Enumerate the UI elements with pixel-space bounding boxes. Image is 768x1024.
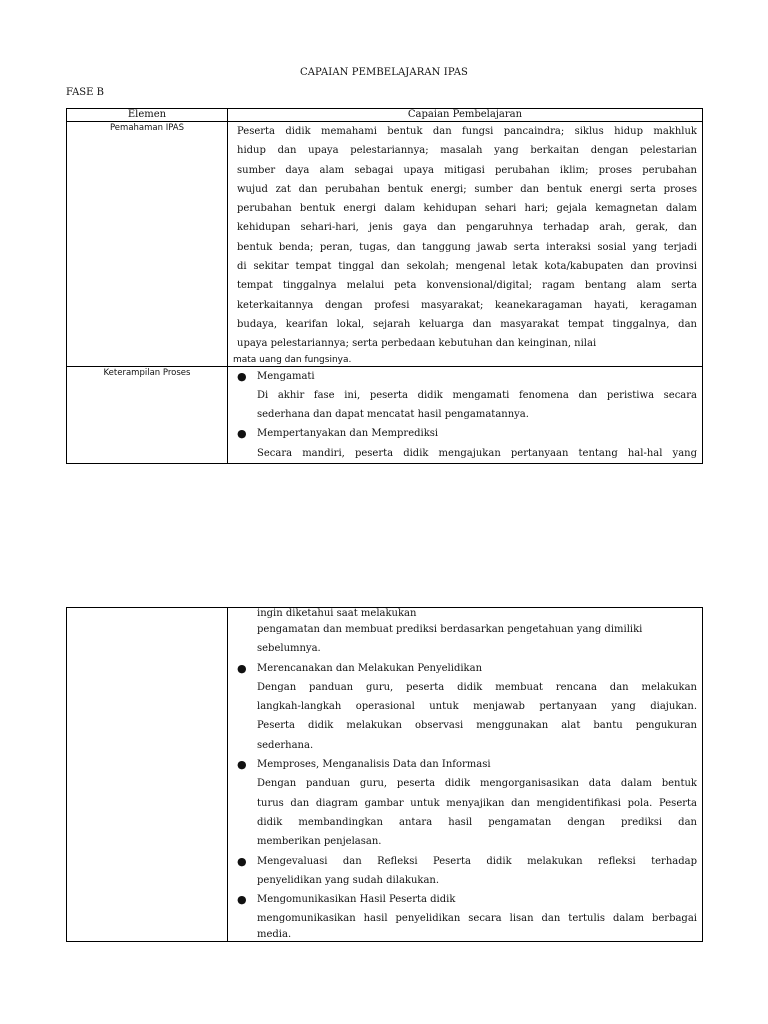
outcome-line: turus dan diagram gambar untuk menyajikan dan mengidentifikasi pola. Peserta — [257, 797, 697, 809]
outcome-line-sans: mata uang dan fungsinya. — [233, 354, 352, 365]
outcome-line: Secara mandiri, peserta didik mengajukan pertanyaan tentang hal-hal yang — [257, 447, 697, 459]
outcome-line: tempat tinggalnya melalui peta konvensional/digital; ragam bentang alam serta — [237, 280, 697, 292]
outcome-line: Dengan panduan guru, peserta didik mengorganisasikan data dalam bentuk — [257, 778, 697, 790]
bullet-icon: ● — [237, 369, 247, 383]
element-pemahaman-ipas: Pemahaman IPAS — [67, 122, 228, 367]
outcome-line: penyelidikan yang sudah dilakukan. — [257, 874, 440, 886]
outcome-line: keterkaitannya dengan profesi masyarakat; keanekaragaman hayati, keragaman — [237, 299, 697, 311]
table-header-row — [67, 109, 703, 122]
list-item — [237, 852, 697, 871]
bullet-title: Mengevaluasi dan Refleksi Peserta didik melakukan refleksi terhadap — [257, 855, 697, 867]
outcome-line: hidup dan upaya pelestariannya; masalah yang berkaitan dengan pelestarian — [237, 145, 697, 157]
outcome-line: Dengan panduan guru, peserta didik membuat rencana dan melakukan — [257, 681, 697, 693]
document-title: CAPAIAN PEMBELAJARAN IPAS — [299, 67, 469, 78]
list-item — [237, 424, 697, 443]
bullet-icon: ● — [237, 893, 247, 907]
outcome-line: Di akhir fase ini, peserta didik mengamati fenomena dan peristiwa secara — [257, 389, 697, 401]
table-row-continued — [67, 608, 703, 942]
outcome-line: upaya pelestariannya; serta perbedaan kebutuhan dan keinginan, nilai — [237, 338, 597, 350]
outcome-line: di sekitar tempat tinggal dan sekolah; mengenal letak kota/kabupaten dan provinsi — [237, 261, 697, 273]
outcome-line: sumber daya alam sebagai upaya mitigasi perubahan iklim; proses perubahan — [237, 164, 697, 176]
outcome-line: sederhana dan dapat mencatat hasil pengamatannya. — [257, 409, 529, 421]
bullet-title: Mempertanyakan dan Memprediksi — [257, 428, 439, 440]
outcome-line: media. — [257, 928, 292, 940]
bullet-title: Mengamati — [257, 370, 315, 382]
outcome-line: wujud zat dan perubahan bentuk energi; sumber dan bentuk energi serta proses — [237, 183, 697, 195]
outcome-line: kehidupan sehari-hari, jenis gaya dan pengaruhnya terhadap arah, gerak, dan — [237, 222, 697, 234]
outcome-line: sebelumnya. — [257, 643, 321, 655]
bullet-icon: ● — [237, 661, 247, 675]
list-item — [237, 755, 697, 774]
outcome-line: sederhana. — [257, 739, 314, 751]
outcome-line: Peserta didik memahami bentuk dan fungsi pancaindra; siklus hidup makhluk — [237, 126, 697, 137]
header-capaian: Capaian Pembelajaran — [228, 109, 703, 122]
outcome-line: mengomunikasikan hasil penyelidikan secara lisan dan tertulis dalam berbagai — [257, 913, 697, 925]
outcome-line: budaya, kearifan lokal, sejarah keluarga dan masyarakat tempat tinggalnya, dan — [237, 318, 697, 330]
learning-outcomes-table — [66, 108, 703, 464]
table-row-pemahaman — [67, 122, 703, 367]
outcome-line: Peserta didik melakukan observasi menggunakan alat bantu pengukuran — [257, 720, 697, 732]
table-row-keterampilan — [67, 366, 703, 463]
bullet-title: Merencanakan dan Melakukan Penyelidikan — [257, 662, 483, 674]
outcome-line: langkah-langkah operasional untuk menjawab pertanyaan yang diajukan. — [257, 701, 697, 713]
outcome-line: memberikan penjelasan. — [257, 836, 382, 848]
bullet-title: Mengomunikasikan Hasil Peserta didik — [257, 894, 456, 906]
outcome-line: bentuk benda; peran, tugas, dan tanggung jawab serta interaksi sosial yang terjadi — [237, 241, 697, 253]
outcome-keterampilan-proses — [228, 366, 703, 463]
element-empty-cell — [67, 608, 228, 942]
bullet-icon: ● — [237, 758, 247, 772]
list-item — [237, 367, 697, 386]
bullet-icon: ● — [237, 854, 247, 868]
outcome-line: pengamatan dan membuat prediksi berdasarkan pengetahuan yang dimiliki — [257, 624, 643, 635]
outcome-pemahaman-ipas — [228, 122, 703, 367]
list-item — [237, 890, 697, 909]
learning-outcomes-table-continued — [66, 607, 703, 942]
fase-label: FASE B — [66, 87, 104, 98]
outcome-line: perubahan bentuk energi dalam kehidupan sehari hari; gejala kemagnetan dalam — [237, 203, 697, 215]
list-item — [237, 659, 697, 678]
bullet-icon: ● — [237, 427, 247, 441]
bullet-title: Memproses, Menganalisis Data dan Informasi — [257, 759, 491, 771]
outcome-continued — [228, 608, 703, 942]
element-keterampilan-proses: Keterampilan Proses — [67, 366, 228, 463]
outcome-line: didik membandingkan antara hasil pengamatan dengan prediksi dan — [257, 816, 697, 828]
outcome-line: ingin diketahui saat melakukan — [257, 608, 417, 619]
header-elemen: Elemen — [67, 109, 228, 122]
